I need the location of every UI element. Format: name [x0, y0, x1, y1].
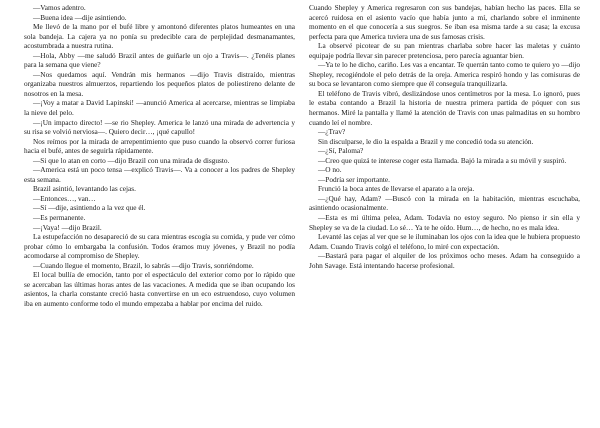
paragraph: —¿Trav? — [318, 127, 346, 137]
paragraph: —¿Sí, Paloma? — [318, 146, 364, 156]
paragraph: —O no. — [318, 165, 342, 175]
paragraph: —Sí —dije, asintiendo a la vez que él. — [33, 203, 146, 213]
paragraph: Brazil asintió, levantando las cejas. — [33, 184, 136, 194]
paragraph: Cuando Shepley y America regresaron con sus bandejas, habían hecho las paces. Ella se acercó ruidosa en el asiento vacío que había junto a mí, charlando sobre el inminente momento en el que conocería a sus suegros. Se iban esa misma tarde a su casa; la excusa perfecta para que America tuviera una de sus famosas crisis. — [309, 3, 580, 41]
paragraph: —Ya te lo he dicho, cariño. Les vas a encantar. Te querrán tanto como te quiero yo —dijo Shepley, recogiéndole el pelo detrás de la oreja. America respiró hondo y las comisuras de su boca se levantaron como siempre que él conseguía tranquilizarla. — [309, 60, 580, 89]
paragraph: —¡Vaya! —dijo Brazil. — [33, 222, 102, 232]
paragraph: —Entonces…, van… — [33, 193, 96, 203]
right-page — [309, 3, 580, 270]
left-page — [24, 3, 295, 309]
paragraph: —Nos quedamos aquí. Vendrán mis hermanos —dijo Travis distraído, mientras organizaba nuestros almuerzos, repartiendo los pequeños platos de poliestireno delante de nosotros en la mesa. — [24, 69, 295, 98]
paragraph: —Creo que quizá te interese coger esta llamada. Bajó la mirada a su móvil y suspiró. — [318, 155, 567, 165]
paragraph: —Bastará para pagar el alquiler de los próximos ocho meses. Adam ha conseguido a John Savage. Está intentando hacerse profesional. — [309, 251, 580, 270]
paragraph: —Cuando llegue el momento, Brazil, lo sabrás —dijo Travis, sonriéndome. — [33, 260, 254, 270]
paragraph: Me llevó de la mano por el bufé libre y amontonó diferentes platos humeantes en una sola bandeja. La cajera ya no ponía su predecible cara de perplejidad desmanamantes, acostumbrada a nuestra rutina. — [24, 22, 295, 51]
paragraph: —¿Qué hay, Adam? —Buscó con la mirada en la habitación, mientras escuchaba, asintiendo ocasionalmente. — [309, 193, 580, 213]
paragraph: —America está un poco tensa —explicó Travis—. Va a conocer a los padres de Shepley esta semana. — [24, 165, 295, 184]
paragraph: Nos reímos por la mirada de arrepentimiento que puso cuando la observó correr furiosa hacia el bufé, antes de seguirla rápidamente. — [24, 136, 295, 156]
paragraph: —Buena idea —dije asintiendo. — [33, 12, 127, 22]
paragraph: Frunció la boca antes de llevarse el aparato a la oreja. — [318, 184, 475, 194]
paragraph: Sin disculparse, le dio la espalda a Brazil y me concedió toda su atención. — [318, 136, 534, 146]
paragraph: —Hola, Abby —me saludó Brazil antes de guiñarle un ojo a Travis—. ¿Tenéis planes para la semana que viene? — [24, 50, 295, 70]
paragraph: El local bullía de emoción, tanto por el espectáculo del exterior como por lo rápido que se acercaban las últimas horas antes de las vacaciones. A medida que se iban ocupando los asientos, la charla constante creció hasta convertirse en un eco estruendoso, cuyo volumen iba en aumento conforme todo el mundo empezaba a hablar por encima del ruido. — [24, 270, 295, 308]
paragraph: —Es permanente. — [33, 213, 86, 223]
paragraph: —¡Un impacto directo! —se rio Shepley. America le lanzó una mirada de advertencia y su risa se volvió nerviosa—. Quiero decir…, ¡qué capullo! — [24, 117, 295, 137]
paragraph: —Esta es mi última pelea, Adam. Todavía no estoy seguro. No pienso ir sin ella y Shepley se va de la ciudad. Lo sé… Ya te he oído. Hum…, de hecho, no es mala idea. — [309, 213, 580, 232]
paragraph: La observé picotear de su pan mientras charlaba sobre hacer las maletas y cuánto equipaje podría llevar sin parecer pretenciosa, pero parecía aguantar bien. — [309, 41, 580, 60]
paragraph: Levanté las cejas al ver que se le iluminaban los ojos con la idea que le hubiera propuesto Adam. Cuando Travis colgó el teléfono, lo miré con expectación. — [309, 232, 580, 251]
page-gutter — [299, 0, 300, 428]
paragraph: —Si que lo atan en corto —dijo Brazil con una mirada de disgusto. — [33, 155, 230, 165]
paragraph: —¡Voy a matar a David Lapinski! —anunció America al acercarse, mientras se limpiaba la nieve del pelo. — [24, 98, 295, 118]
paragraph: La estupefacción no desapareció de su cara mientras escogía su comida, y pude ver cómo probar cómo lo embargaba la confusión. Todos éramos muy jóvenes, y Brazil no podía acomodarse al compromiso de Shepley. — [24, 232, 295, 261]
paragraph: El teléfono de Travis vibró, deslizándose unos centímetros por la mesa. Lo ignoró, pues le estaba contando a Brazil la historia de nuestra primera partida de póquer con sus hermanos. Miré la pantalla y llamé la atención de Travis con unas palmaditas en su hombro cuando leí el nombre. — [309, 88, 580, 127]
paragraph: —Vamos adentro. — [33, 3, 86, 12]
paragraph: —Podría ser importante. — [318, 174, 390, 184]
